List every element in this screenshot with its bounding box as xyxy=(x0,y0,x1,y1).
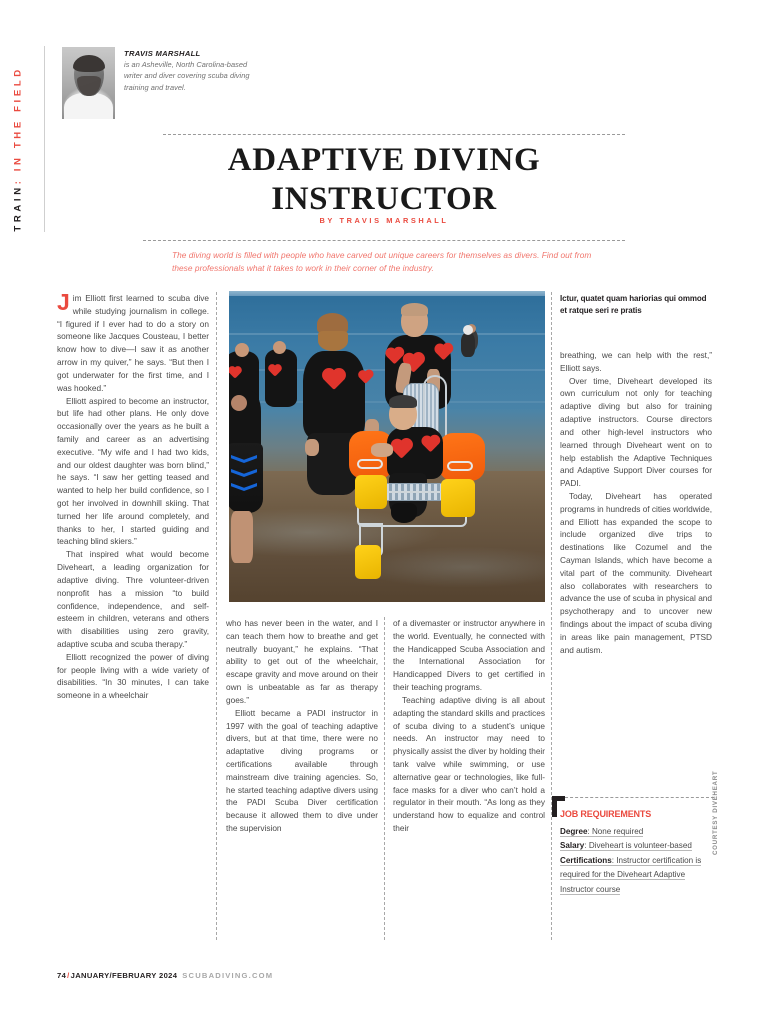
footer-separator: / xyxy=(67,971,70,980)
author-headshot xyxy=(62,47,115,119)
running-head-text xyxy=(13,67,23,232)
paragraph: Elliott recognized the power of diving for people living with a wide variety of disabilities. “In 30 minutes, I can take someone in a wheelchair xyxy=(57,651,209,701)
wheelchair-wheel-left xyxy=(355,475,387,509)
job-requirement-value: Diveheart is volunteer-based xyxy=(588,841,692,851)
background-swimmer-right xyxy=(461,333,475,357)
job-requirement-label: Salary xyxy=(560,841,585,851)
job-requirement-label: Certifications xyxy=(560,855,612,865)
drop-cap: J xyxy=(57,289,70,315)
page-title xyxy=(143,141,625,220)
diver-walking-left xyxy=(303,351,365,439)
paragraph-text: im Elliott first learned to scuba dive while studying journalism in college. “I figured if I ever had to do a story on someone like Jacques Cousteau, I better know how to dive—I saw it as another arrow in my quiver,” he says. “But then I got underwater for the first time, and I was hooked.” xyxy=(57,293,209,393)
header-divider-bottom xyxy=(143,240,625,241)
paragraph: Over time, Diveheart developed its own curriculum not only for teaching adaptive diving but also for training adaptive instructors. Course directors and other high-level instructors who learned through Diveheart went on to help establish the Adaptive Techniques and Adaptive Support Diver courses for PADI. xyxy=(560,375,712,489)
list-item: Certifications: Instructor certification is required for the Diveheart Adaptive Instructor course xyxy=(560,855,702,894)
paragraph: breathing, we can help with the rest,” Elliott says. xyxy=(560,350,712,373)
body-column-4 xyxy=(560,349,712,657)
author-bio-text xyxy=(124,47,262,119)
job-requirements-rule xyxy=(560,797,714,798)
list-item: Salary: Diveheart is volunteer-based xyxy=(560,841,692,851)
footer-page-number: 74 xyxy=(57,971,67,980)
flotation-pontoon-right xyxy=(439,433,485,481)
column-divider-2 xyxy=(384,617,385,940)
author-description: is an Asheville, North Carolina-based writer and diver covering scuba diving training and travel. xyxy=(124,60,250,92)
author-name: TRAVIS MARSHALL xyxy=(124,49,201,58)
paragraph: Today, Diveheart has operated programs in hundreds of cities worldwide, and Elliott has expanded the scope to include organized dive trips to destinations like Cozumel and the Cayman Islands, which have become a vital part of the community. Diveheart also collaborates with researchers to advance the use of scuba in physical and psychotherapy and to uncover new findings about the impact of scuba diving in areas like pain management, PTSD and autism. xyxy=(560,490,712,655)
diver-group-left-2 xyxy=(265,349,297,407)
running-head xyxy=(12,46,45,232)
dive-fin xyxy=(229,443,263,513)
body-column-3 xyxy=(393,617,545,835)
column-divider-1 xyxy=(216,292,217,940)
headline-line-2: INSTRUCTOR xyxy=(271,181,497,218)
paragraph: of a divemaster or instructor anywhere in the world. Eventually, he connected with the Handicapped Scuba Association and the International Association for Handicapped Divers to get certified in their teaching programs. xyxy=(393,618,545,693)
running-head-rule xyxy=(44,46,45,232)
header-divider-top xyxy=(163,134,625,135)
photo-caption: Ictur, quatet quam hariorias qui ommod et ratque seri re pratis xyxy=(560,294,707,315)
list-item: Degree: None required xyxy=(560,827,644,836)
footer-website: SCUBADIVING.COM xyxy=(182,971,274,980)
paragraph: Elliott became a PADI instructor in 1997 with the goal of teaching adaptive divers, but at that time, there were no adaptative diving programs or certifications available through mainstream dive training agencies. So, he started teaching adaptive divers using the PADI Scuba Diver certification because it allowed them to dive under the supervision xyxy=(226,707,378,833)
footer-issue: JANUARY/FEBRUARY 2024 xyxy=(70,971,178,980)
wheelchair-wheel-front xyxy=(355,545,381,579)
page-footer xyxy=(57,971,273,980)
paragraph: That inspired what would become Diveheart, a leading organization for adaptive diving. Thre volunteer-driven nonprofit has a mission “to build confidence, independence, and self-esteem in children, veterans and others with disabilities using zero gravity, adaptive scuba and scuba therapy.” xyxy=(57,549,209,649)
job-requirements-title: JOB REQUIREMENTS xyxy=(560,809,652,819)
running-head-section: TRAIN xyxy=(12,184,24,232)
author-bio xyxy=(62,47,262,119)
byline: BY TRAVIS MARSHALL xyxy=(319,216,449,225)
column-divider-3 xyxy=(551,292,552,940)
wheelchair-wheel-right xyxy=(441,479,475,517)
paragraph xyxy=(57,289,209,395)
job-requirement-value: Instructor certification is required for the Diveheart Adaptive Instructor course xyxy=(560,855,702,894)
paragraph: Elliott aspired to become an instructor, but life had other plans. He only dove occasionally over the years as he built a family and career as an advertising executive. “My wife and I had two kids, and our oldest daughter was born blind,” he says. “I saw her getting teased and wanted to help her build confidence, so I got her involved in downhill skiing. That turned her life around completely, and thanks to her, I started guiding and teaching blind skiers.” xyxy=(57,395,209,547)
running-head-subsection: : IN THE FIELD xyxy=(12,66,24,185)
paragraph: who has never been in the water, and I can teach them how to breathe and get neutrally buoyant,” he explains. “That ability to get out of the wheelchair, escape gravity and move around on their own is unbeatable as far as therapy goes.” xyxy=(226,618,378,705)
paragraph: Teaching adaptive diving is all about adapting the standard skills and practices of scuba diving to a student’s unique needs. An instructor may need to physically assist the diver by holding their tank valve while swimming, or use alternative gear or technologies, like full-face masks for a diver who can’t hold a regulator in their mouth. “As long as they understand how to equalize and control their xyxy=(393,694,545,833)
body-column-2 xyxy=(226,617,378,835)
article-deck: The diving world is filled with people who have carved out unique careers for themselves as divers. Find out from these professionals what it takes to work in their corner of the industry. xyxy=(172,250,592,274)
article-photo xyxy=(229,291,545,602)
headline-line-1: ADAPTIVE DIVING xyxy=(227,142,541,178)
body-column-1 xyxy=(57,289,209,702)
photo-credit: COURTESY DIVEHEART xyxy=(712,770,719,855)
job-requirement-label: Degree xyxy=(560,827,588,836)
job-requirements-list xyxy=(560,825,712,897)
job-requirement-value: None required xyxy=(591,827,644,836)
